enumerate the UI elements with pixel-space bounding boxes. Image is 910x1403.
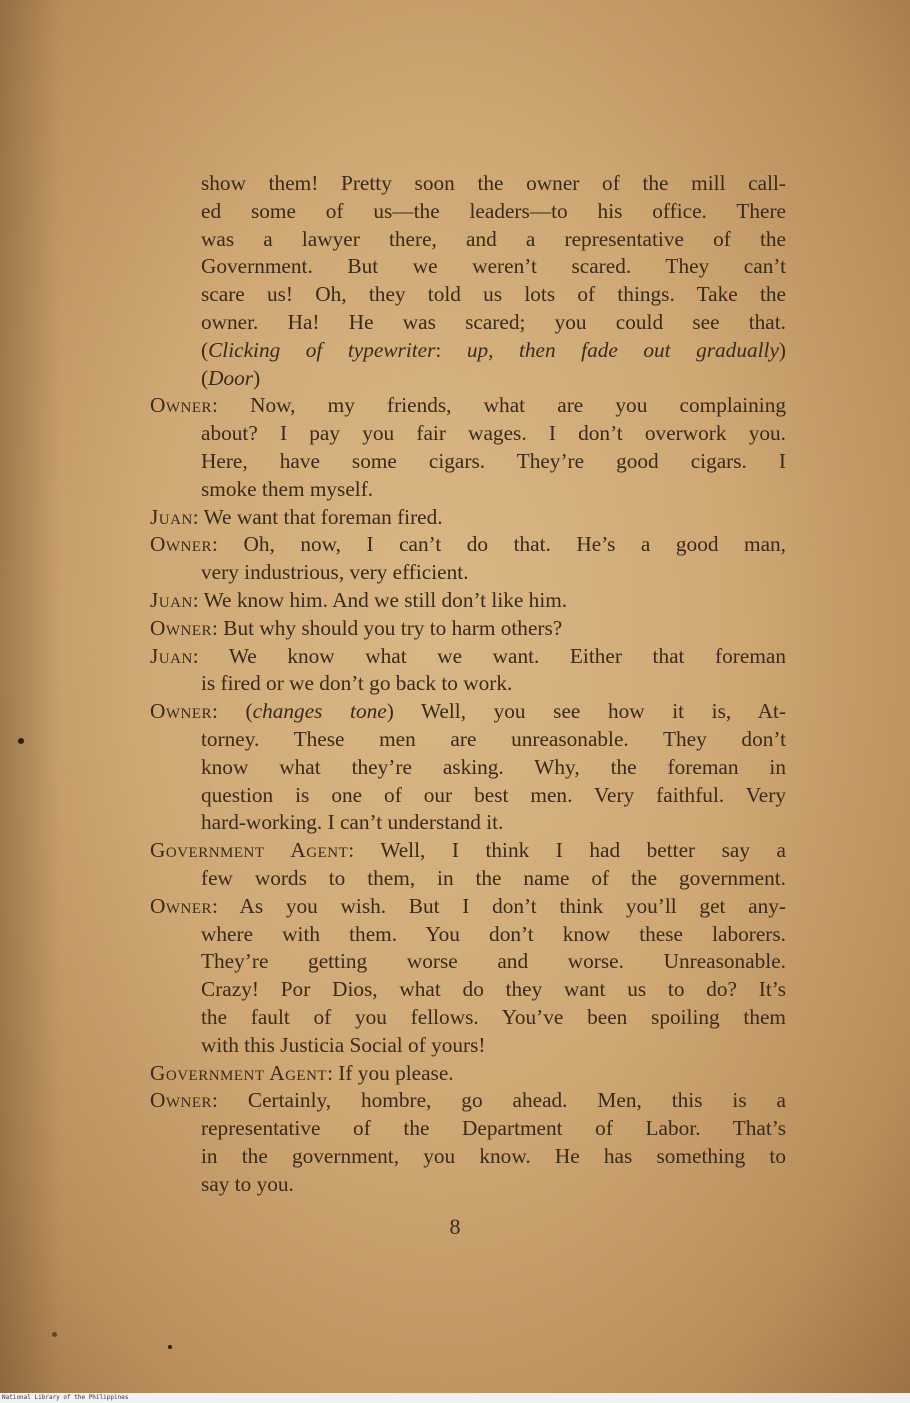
speaker-line xyxy=(150,643,786,671)
line-text: hard-working. I can’t understand it. xyxy=(201,810,504,835)
text-line xyxy=(150,921,786,949)
text-line xyxy=(150,670,786,698)
text-line xyxy=(150,1004,786,1032)
line-text: is fired or we don’t go back to work. xyxy=(201,671,513,696)
line-text: : xyxy=(435,337,467,362)
text-line xyxy=(150,1171,786,1199)
script-text xyxy=(150,170,786,1198)
speaker-line xyxy=(150,587,786,615)
speck xyxy=(18,738,24,744)
speaker-name: Juan xyxy=(150,587,193,612)
line-text: say to you. xyxy=(201,1171,294,1196)
line-text: Here, have some cigars. They’re good cigars. I xyxy=(201,448,786,473)
speaker-name: Owner xyxy=(150,1088,213,1113)
line-text: owner. Ha! He was scared; you could see that. xyxy=(201,309,786,334)
line-text: : ( xyxy=(212,699,253,724)
text-line xyxy=(150,420,786,448)
speaker-line xyxy=(150,1087,786,1115)
text-line xyxy=(150,559,786,587)
page-number: 8 xyxy=(449,1214,461,1239)
text-line xyxy=(150,948,786,976)
text-line xyxy=(150,198,786,226)
line-text: : If you please. xyxy=(327,1060,454,1085)
line-text: : But why should you try to harm others? xyxy=(212,615,563,640)
line-text: They’re getting worse and worse. Unreasonable. xyxy=(201,949,786,974)
line-text: few words to them, in the name of the government. xyxy=(201,865,786,890)
speaker-name: Owner xyxy=(150,699,213,724)
speaker-name: Owner xyxy=(150,615,213,640)
stage-direction: Door xyxy=(208,365,254,390)
text-line xyxy=(150,865,786,893)
text-line xyxy=(150,309,786,337)
speaker-name: Government Agent xyxy=(150,838,349,863)
speaker-line xyxy=(150,893,786,921)
line-text: was a lawyer there, and a representative of the xyxy=(201,226,786,251)
line-text: ) xyxy=(778,337,786,362)
stage-direction: up, then fade out gradually xyxy=(466,337,779,362)
line-text: smoke them myself. xyxy=(201,476,374,501)
speaker-line xyxy=(150,698,786,726)
speaker-name: Owner xyxy=(150,393,213,418)
speaker-line xyxy=(150,392,786,420)
line-text: torney. These men are unreasonable. They don’t xyxy=(201,726,786,751)
line-text: ed some of us—the leaders—to his office. There xyxy=(201,198,786,223)
speaker-line xyxy=(150,1060,786,1088)
text-line xyxy=(150,1143,786,1171)
text-line xyxy=(150,226,786,254)
text-line xyxy=(150,782,786,810)
speaker-line xyxy=(150,531,786,559)
line-text: in the government, you know. He has something to xyxy=(201,1143,786,1168)
line-text: : As you wish. But I don’t think you’ll get any- xyxy=(212,893,786,918)
line-text: : Oh, now, I can’t do that. He’s a good man, xyxy=(212,532,786,557)
speaker-line xyxy=(150,615,786,643)
line-text: question is one of our best men. Very faithful. Very xyxy=(201,782,786,807)
line-text: ) xyxy=(253,365,261,390)
line-text: where with them. You don’t know these laborers. xyxy=(201,921,786,946)
line-text: ( xyxy=(201,365,209,390)
text-line xyxy=(150,1115,786,1143)
line-text: about? I pay you fair wages. I don’t overwork you. xyxy=(201,421,786,446)
speaker-name: Juan xyxy=(150,643,193,668)
text-line xyxy=(150,365,786,393)
speaker-line xyxy=(150,837,786,865)
stage-direction: Clicking of typewriter xyxy=(208,337,436,362)
line-text: : We want that foreman fired. xyxy=(192,504,443,529)
line-text: : We know what we want. Either that foreman xyxy=(192,643,786,668)
line-text: with this Justicia Social of yours! xyxy=(201,1032,486,1057)
text-line xyxy=(150,170,786,198)
text-line xyxy=(150,281,786,309)
speaker-line xyxy=(150,504,786,532)
line-text: know what they’re asking. Why, the foreman in xyxy=(201,754,786,779)
line-text: very industrious, very efficient. xyxy=(201,560,469,585)
text-line xyxy=(150,253,786,281)
line-text: : We know him. And we still don’t like him. xyxy=(192,587,568,612)
speaker-name: Juan xyxy=(150,504,193,529)
speck xyxy=(52,1332,57,1337)
text-line xyxy=(150,976,786,1004)
text-line xyxy=(150,754,786,782)
line-text: Government. But we weren’t scared. They can’t xyxy=(201,254,786,279)
line-text: scare us! Oh, they told us lots of things. Take the xyxy=(201,282,786,307)
stage-direction: changes tone xyxy=(252,699,387,724)
speaker-name: Owner xyxy=(150,893,213,918)
line-text: : Well, I think I had better say a xyxy=(348,838,787,863)
line-text: : Now, my friends, what are you complaining xyxy=(212,393,786,418)
library-watermark: National Library of the Philippines xyxy=(0,1393,910,1403)
text-line xyxy=(150,448,786,476)
line-text: ) Well, you see how it is, At- xyxy=(386,699,787,724)
speck xyxy=(168,1345,172,1349)
line-text: show them! Pretty soon the owner of the mill call- xyxy=(201,171,786,195)
line-text: ( xyxy=(201,337,209,362)
text-line xyxy=(150,476,786,504)
text-line xyxy=(150,337,786,365)
text-line xyxy=(150,1032,786,1060)
line-text: the fault of you fellows. You’ve been spoiling them xyxy=(201,1004,786,1029)
line-text: representative of the Department of Labor. That’s xyxy=(201,1116,786,1141)
text-line xyxy=(150,726,786,754)
line-text: Crazy! Por Dios, what do they want us to do? It’s xyxy=(201,977,786,1002)
line-text: : Certainly, hombre, go ahead. Men, this is a xyxy=(212,1088,786,1113)
speaker-name: Government Agent xyxy=(150,1060,328,1085)
text-line xyxy=(150,809,786,837)
speaker-name: Owner xyxy=(150,532,213,557)
